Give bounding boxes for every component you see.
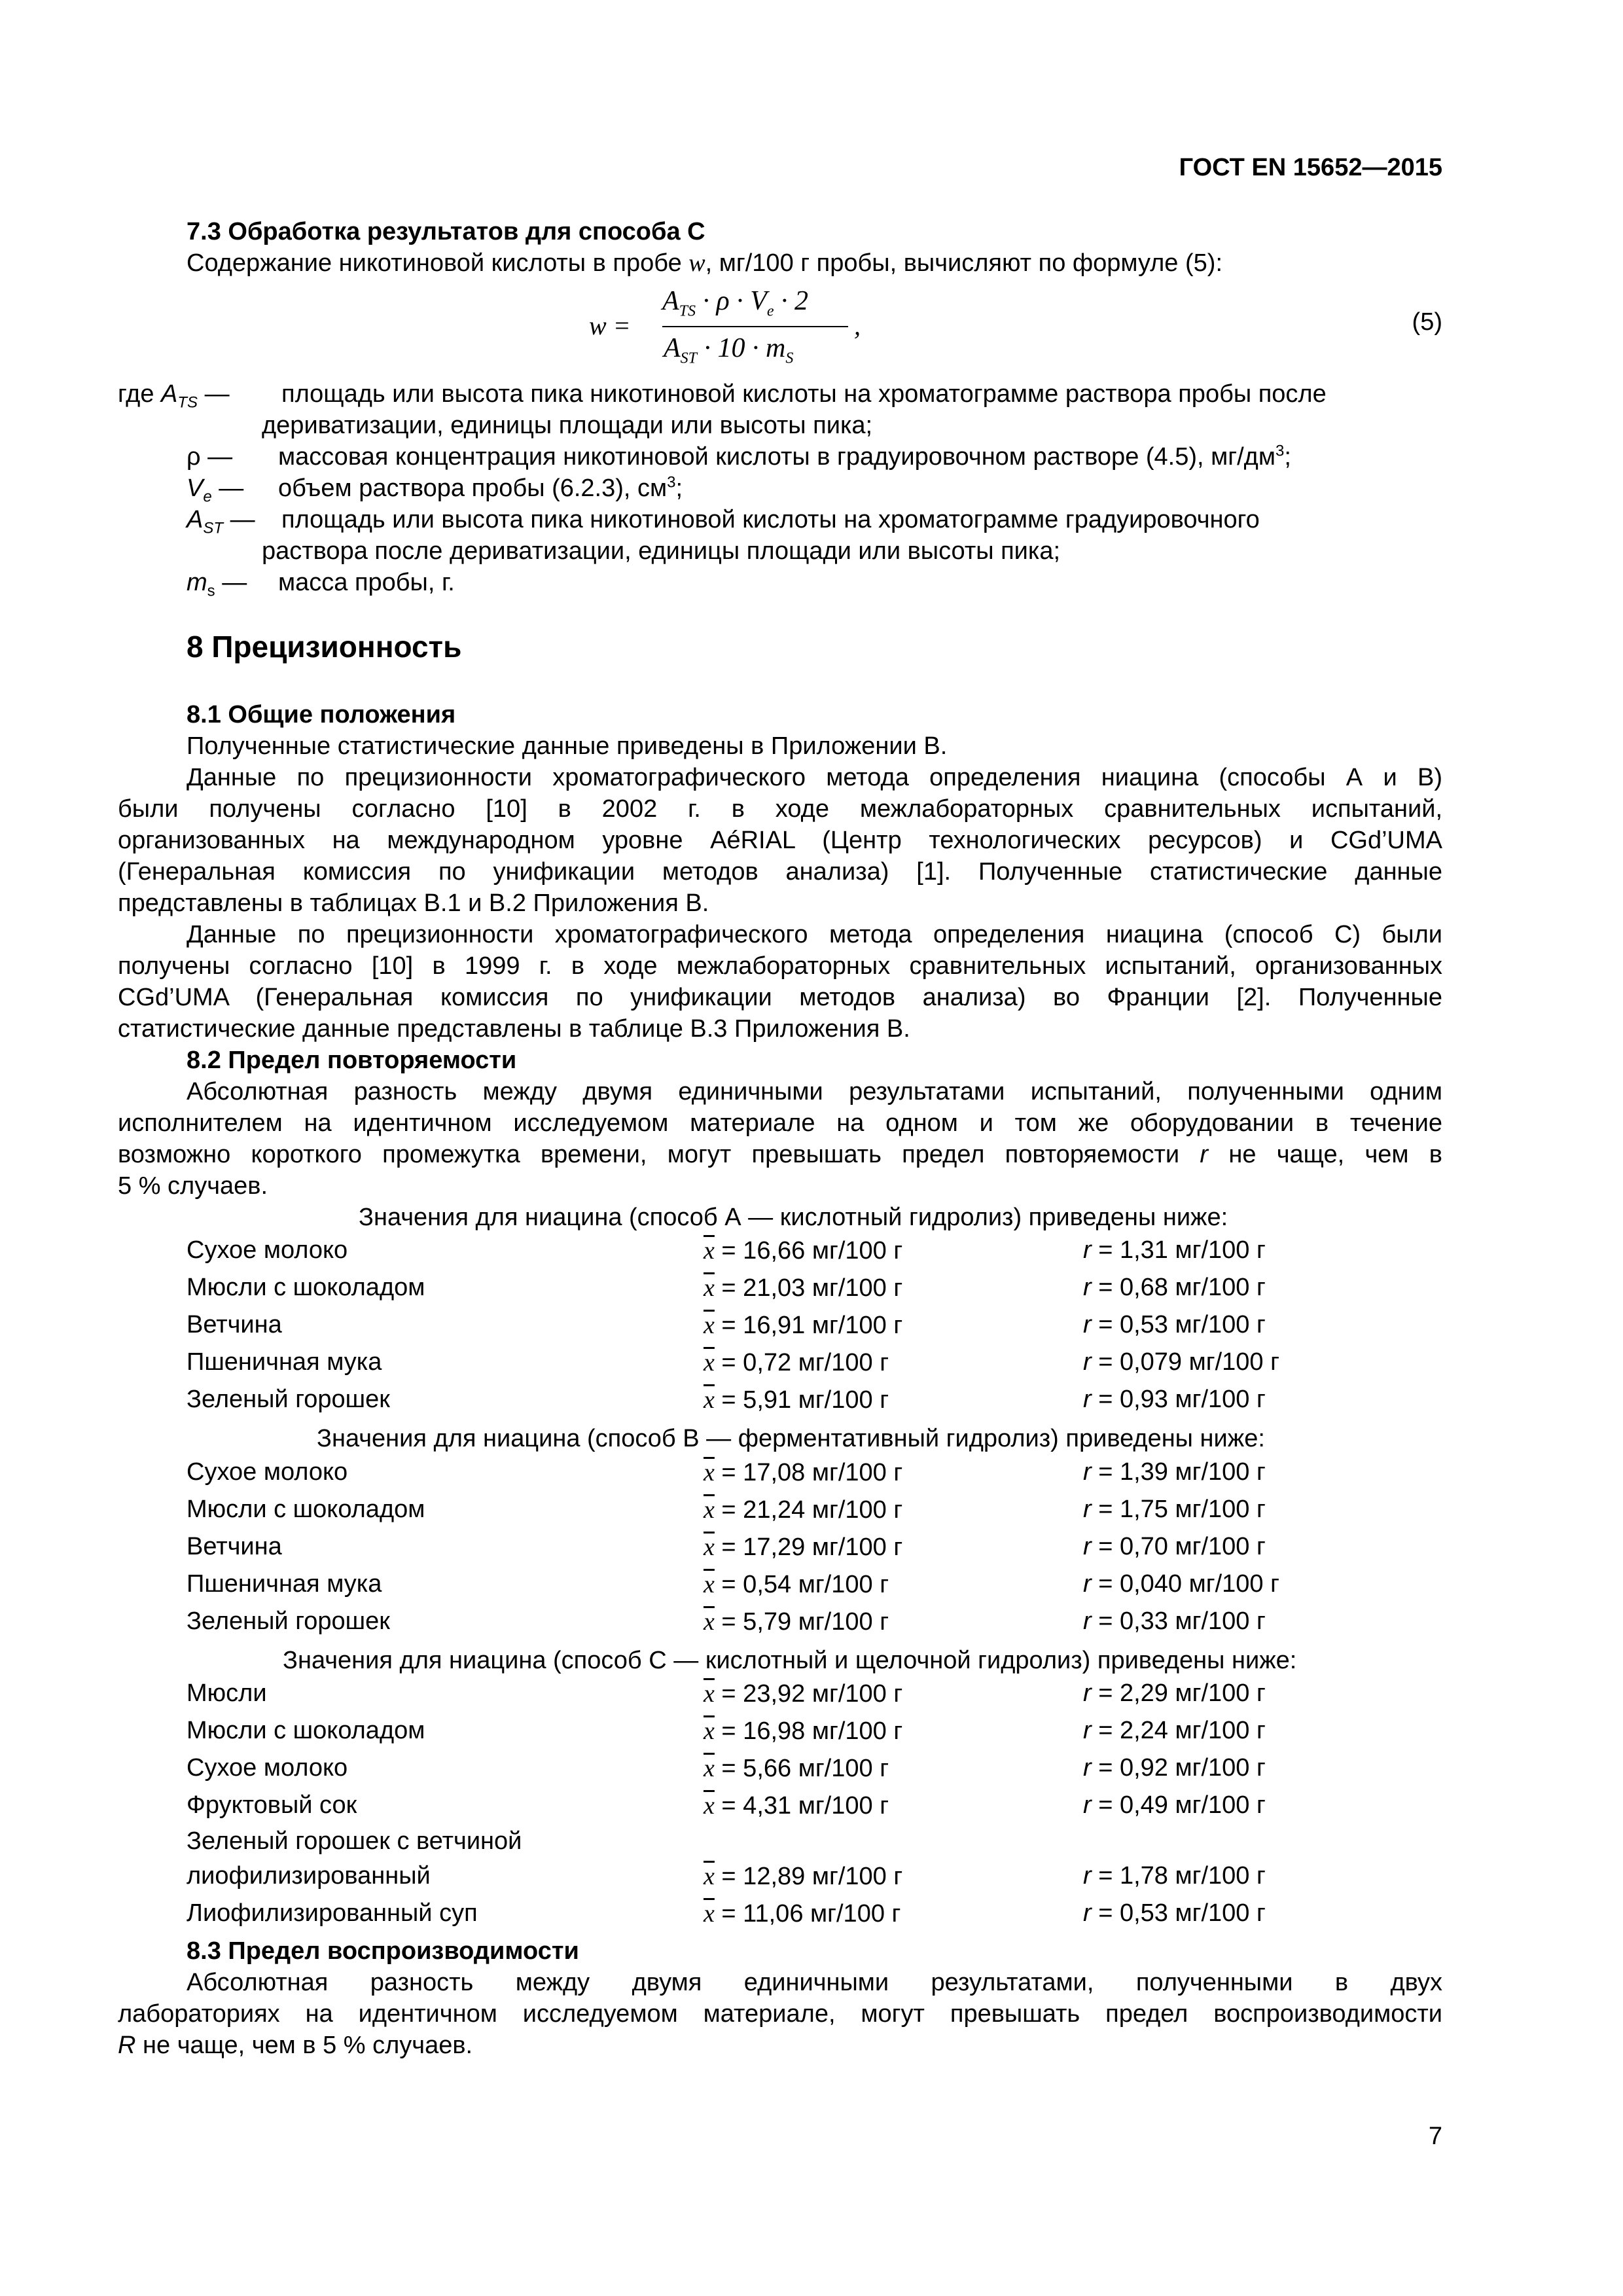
section-8-1-p3: Данные по прецизионности хроматографического метода определения ниацина (способ С) были получены согласно [10] в 1999 г. в ходе межлабораторных сравнительных испытаний, организованных CGd’UMA (Генеральная комиссия по унификации методов анализа) во Франции [2]. Полученные статистические данные представлены в таблице В.3 Приложения В. — [118, 921, 1442, 1043]
section-7-3-title: 7.3 Обработка результатов для способа С — [187, 218, 705, 245]
where-rho: ρ — — [187, 443, 233, 471]
table-row: Ветчина $\overline{x} = 16,91$ мг/100 г r = 0,53 мг/100 г — [187, 1311, 1266, 1339]
formula-5: w = $A_{TS} \cdot \rho \cdot V_e \cdot 2$ $A_{ST} \cdot 10 \cdot m_S$ , — [589, 286, 861, 367]
where-ats-text-2: дериватизации, единицы площади или высоты пика; — [262, 412, 873, 439]
where-rho-text: массовая концентрация никотиновой кислоты в градуировочном растворе (4.5), $мг/дм^3$; — [278, 442, 1291, 471]
table-row: Сухое молоко $\overline{x} = 17,08$ мг/100 г r = 1,39 мг/100 г — [187, 1458, 1266, 1486]
table-row: Сухое молоко $\overline{x} = 5,66$ мг/100 г r = 0,92 мг/100 г — [187, 1754, 1266, 1782]
table-row: Мюсли с шоколадом $\overline{x} = 21,24$ мг/100 г r = 1,75 мг/100 г — [187, 1496, 1266, 1524]
table-row: Мюсли с шоколадом $\overline{x} = 21,03$ мг/100 г r = 0,68 мг/100 г — [187, 1274, 1266, 1302]
section-8-3-p: Абсолютная разность между двумя единичными результатами, полученными в двух лабораториях на идентичном исследуемом материале, могут превышать предел воспроизводимости R не чаще, чем в 5 % случаев. — [118, 1969, 1442, 2059]
page-number: 7 — [1428, 2123, 1442, 2150]
table-row: Пшеничная мука $\overline{x} = 0,54$ мг/100 г r = 0,040 мг/100 г — [187, 1570, 1279, 1598]
section-8-1-p2: Данные по прецизионности хроматографического метода определения ниацина (способы А и В) были получены согласно [10] в 2002 г. в ходе межлабораторных сравнительных испытаний, организованных на международном уровне AéRIAL (Центр технологических ресурсов) и CGd’UMA (Генеральная комиссия по унификации методов анализа) [1]. Полученные статистические данные представлены в таблицах В.1 и В.2 Приложения В. — [118, 764, 1442, 917]
document-id: ГОСТ EN 15652—2015 — [1179, 154, 1442, 181]
where-ast-text: площадь или высота пика никотиновой кислоты на хроматограмме градуировочного — [281, 506, 1260, 533]
section-8-2-title: 8.2 Предел повторяемости — [187, 1047, 517, 1074]
table-row: Фруктовый сок $\overline{x} = 4,31$ мг/100 г r = 0,49 мг/100 г — [187, 1791, 1266, 1820]
table-row: Мюсли $\overline{x} = 23,92$ мг/100 г r = 2,29 мг/100 г — [187, 1679, 1266, 1708]
section-7-3-intro: Содержание никотиновой кислоты в пробе w, мг/100 г пробы, вычисляют по формуле (5): — [187, 249, 1222, 277]
formula-number: (5) — [1412, 308, 1442, 336]
table-row: Пшеничная мука $\overline{x} = 0,72$ мг/100 г r = 0,079 мг/100 г — [187, 1348, 1279, 1376]
fraction-bar — [662, 326, 848, 327]
section-8-title: 8 Прецизионность — [187, 630, 462, 664]
group-a-heading: Значения для ниацина (способ А — кислотный гидролиз) приведены ниже: — [359, 1204, 1228, 1231]
where-ast: $A_{ST}$ — — [187, 506, 255, 537]
where-ve: $V_e$ — — [187, 475, 244, 506]
table-row: Зеленый горошек $\overline{x} = 5,91$ мг/100 г r = 0,93 мг/100 г — [187, 1386, 1266, 1414]
table-row: Мюсли с шоколадом $\overline{x} = 16,98$ мг/100 г r = 2,24 мг/100 г — [187, 1717, 1266, 1745]
section-8-2-p: Абсолютная разность между двумя единичными результатами испытаний, полученными одним исполнителем на идентичном исследуемом материале на одном и том же оборудовании в течение возможно короткого промежутка времени, могут превышать предел повторяемости r не чаще, чем в 5 % случаев. — [118, 1078, 1442, 1200]
table-row: Ветчина $\overline{x} = 17,29$ мг/100 г r = 0,70 мг/100 г — [187, 1533, 1266, 1561]
section-8-3-title: 8.3 Предел воспроизводимости — [187, 1937, 579, 1965]
group-c-heading: Значения для ниацина (способ С — кислотный и щелочной гидролиз) приведены ниже: — [283, 1647, 1297, 1674]
table-row: Лиофилизированный суп $\overline{x} = 11,06$ мг/100 г r = 0,53 мг/100 г — [187, 1899, 1266, 1928]
where-ats-text: площадь или высота пика никотиновой кислоты на хроматограмме раствора пробы после — [281, 380, 1327, 408]
where-ve-text: объем раствора пробы (6.2.3), $см^3$; — [278, 473, 683, 502]
where-ast-text-2: раствора после дериватизации, единицы площади или высоты пика; — [262, 537, 1061, 565]
formula-denominator: $A_{ST} \cdot 10 \cdot m_S$ — [664, 333, 794, 367]
where-ms-text: масса пробы, г. — [278, 569, 455, 596]
table-row: Сухое молоко $\overline{x} = 16,66$ мг/100 г r = 1,31 мг/100 г — [187, 1236, 1266, 1265]
group-b-heading: Значения для ниацина (способ В — ферментативный гидролиз) приведены ниже: — [317, 1425, 1265, 1452]
table-row: Зеленый горошек с ветчиной — [187, 1827, 522, 1855]
where-ms: $m_s$ — — [187, 569, 247, 600]
table-row: Зеленый горошек $\overline{x} = 5,79$ мг/100 г r = 0,33 мг/100 г — [187, 1607, 1266, 1636]
section-8-1-p1: Полученные статистические данные приведены в Приложении В. — [187, 732, 948, 760]
section-8-1-title: 8.1 Общие положения — [187, 701, 456, 728]
where-ats: где $A_{TS}$ — — [118, 380, 230, 412]
table-row: лиофилизированный $\overline{x} = 12,89$ мг/100 г r = 1,78 мг/100 г — [187, 1862, 1266, 1890]
formula-numerator: $A_{TS} \cdot \rho \cdot V_e \cdot 2$ — [662, 286, 808, 320]
